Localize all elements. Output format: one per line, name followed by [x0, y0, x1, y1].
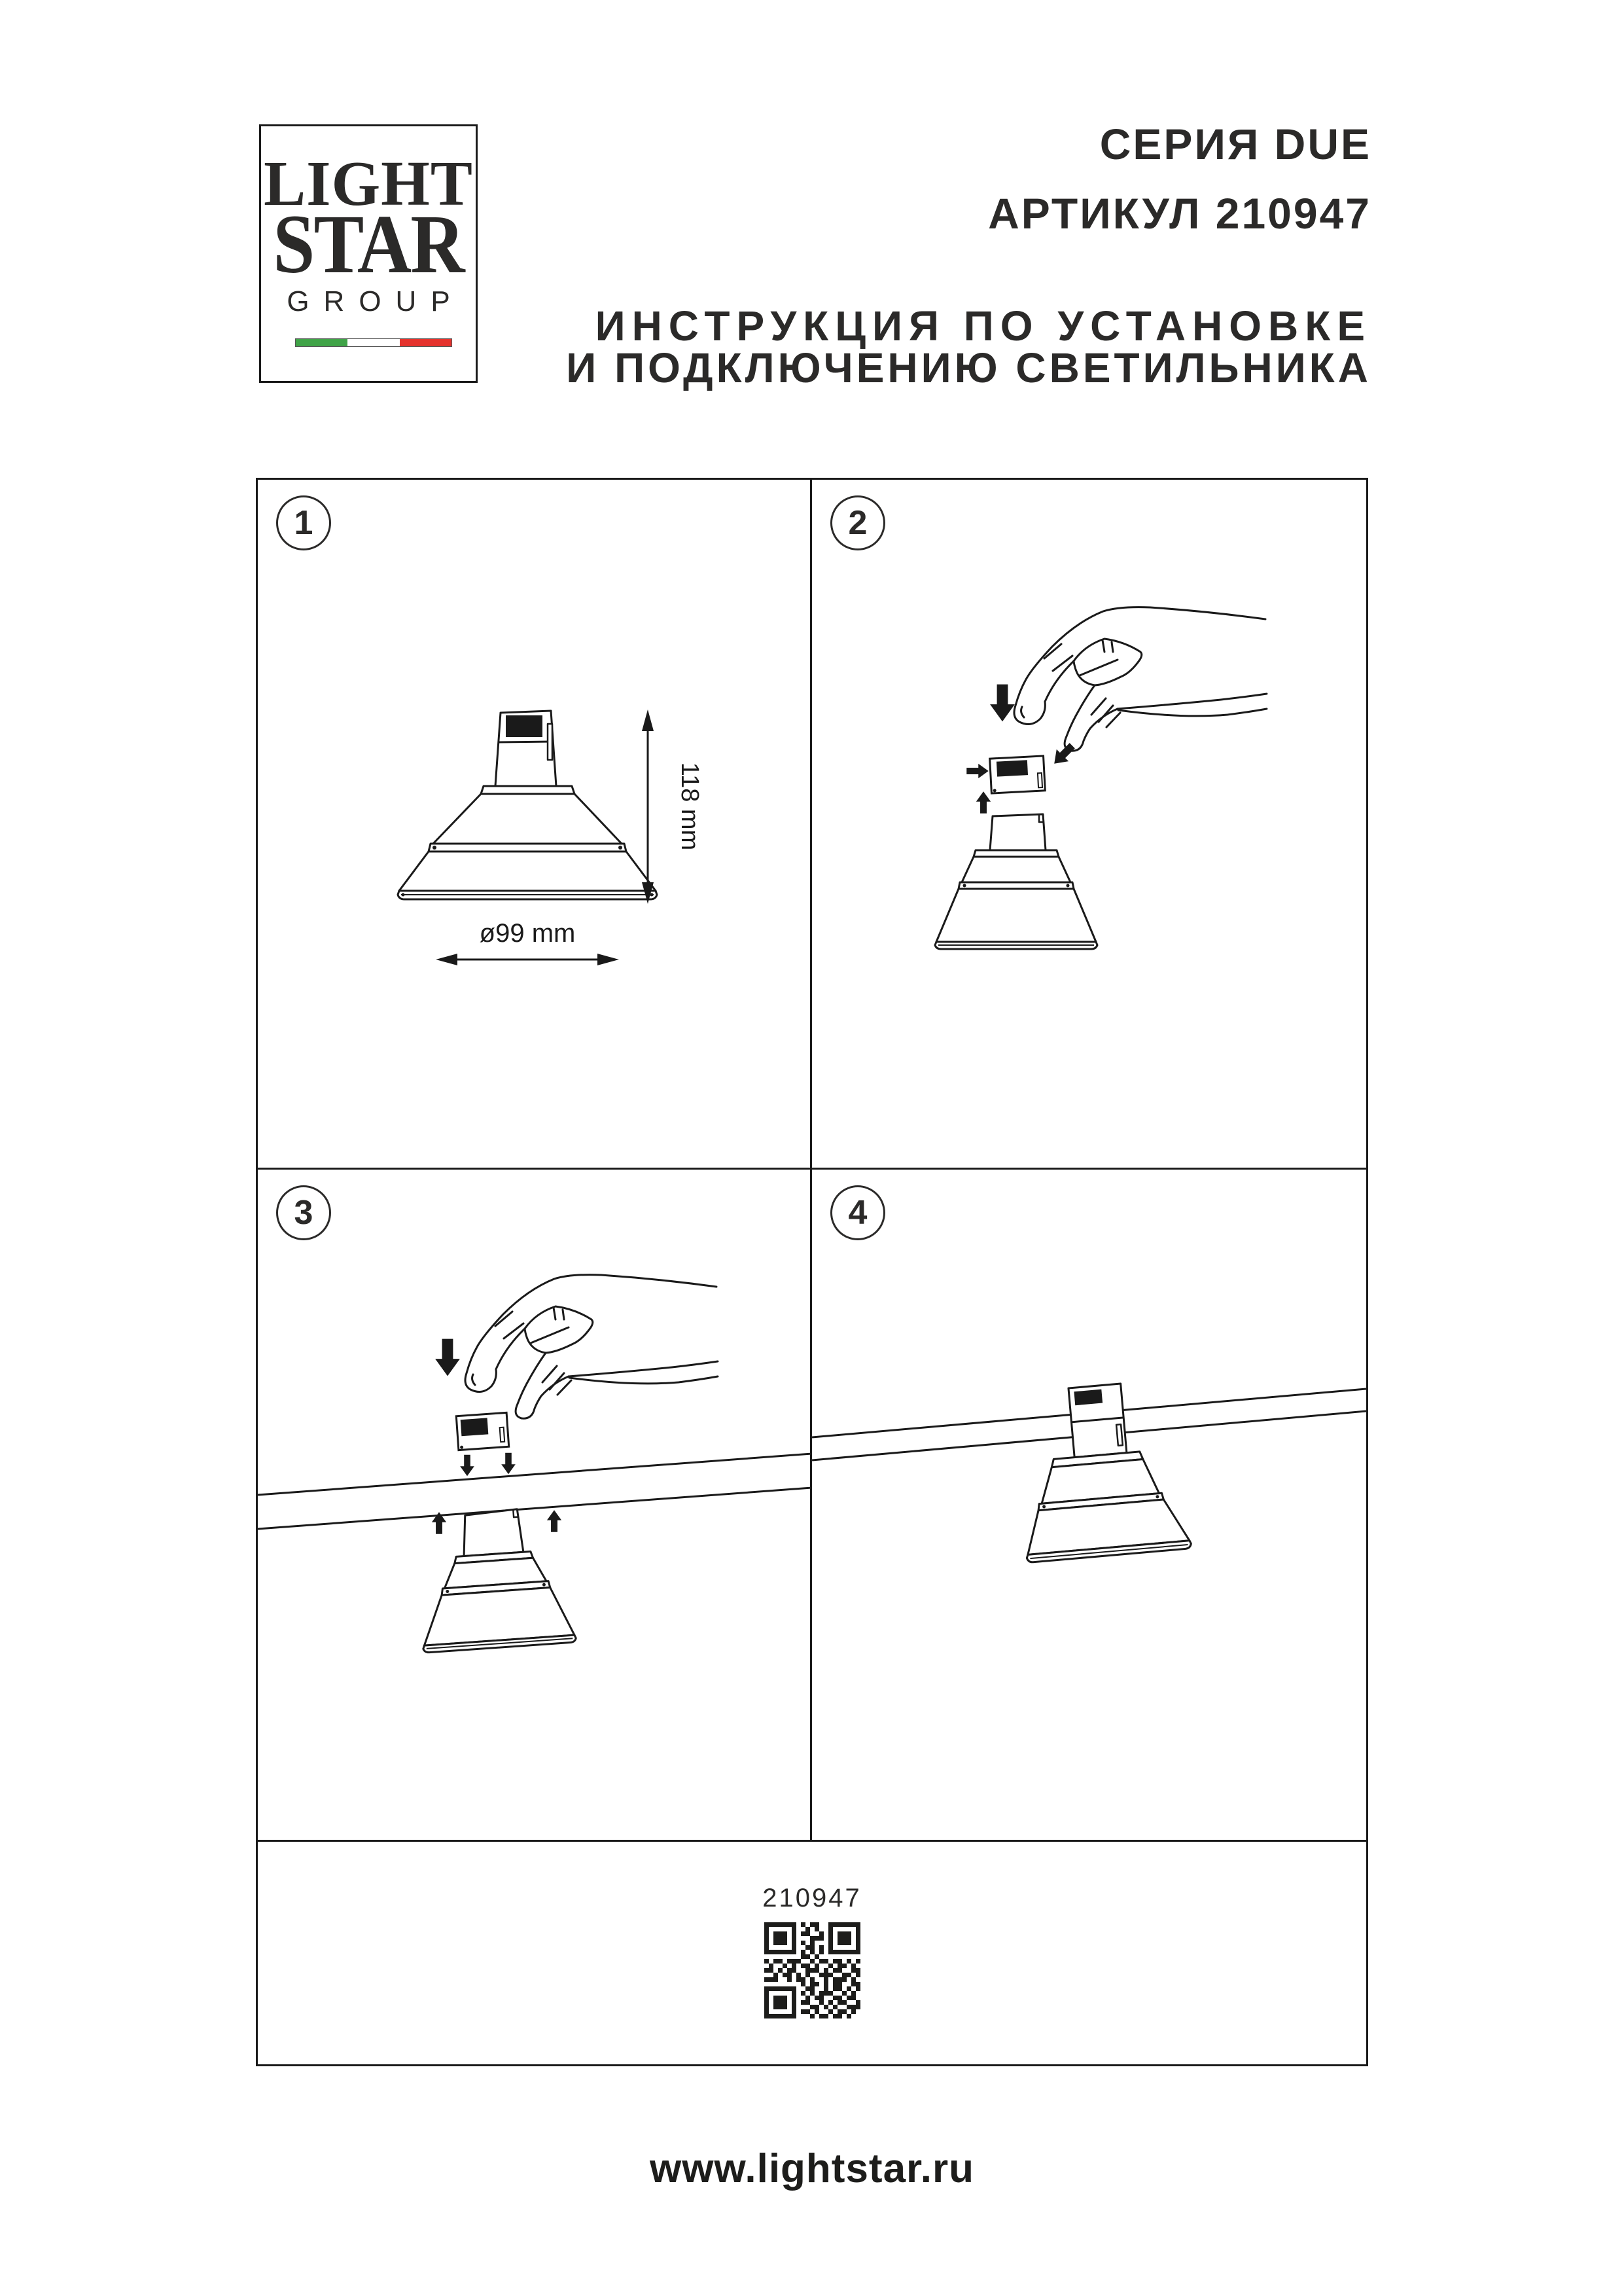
- steps-grid: [256, 478, 1368, 2066]
- instruction-title-line2: И ПОДКЛЮЧЕНИЮ СВЕТИЛЬНИКА: [566, 344, 1371, 391]
- qr-code: [764, 1922, 860, 2018]
- dimension-height-label: 118 mm: [676, 762, 703, 851]
- step-panel-4: [812, 1170, 1366, 1842]
- instruction-title-line1: ИНСТРУКЦИЯ ПО УСТАНОВКЕ: [595, 302, 1371, 350]
- step-number-badge: 2: [830, 495, 885, 550]
- article-title: АРТИКУЛ 210947: [988, 189, 1371, 238]
- press-down-arrow-icon: [990, 685, 1015, 722]
- hand-icon: [465, 1275, 718, 1419]
- hand-icon: [1014, 607, 1267, 751]
- italian-flag-bar: [295, 338, 452, 347]
- flag-green-segment: [296, 339, 347, 346]
- step-number-badge: 1: [276, 495, 331, 550]
- step-number-badge: 3: [276, 1185, 331, 1240]
- step3-mount-to-track-drawing: [258, 1170, 812, 1842]
- website-url: www.lightstar.ru: [650, 2146, 974, 2191]
- logo-word-light: LIGHT: [264, 149, 473, 219]
- logo-word-group: GROUP: [287, 285, 465, 317]
- press-down-arrow-icon: [435, 1339, 460, 1376]
- series-title: СЕРИЯ DUE: [1099, 120, 1371, 168]
- article-number: 210947: [762, 1884, 862, 1912]
- article-qr-panel: [258, 1842, 1366, 2064]
- lightstar-logo: [259, 124, 478, 383]
- step-number-badge: 4: [830, 1185, 885, 1240]
- header: [566, 120, 1371, 391]
- logo-word-star: STAR: [273, 198, 464, 291]
- insert-down-arrow-icon: [501, 1453, 516, 1474]
- push-up-arrow-icon: [976, 791, 991, 813]
- insert-down-arrow-icon: [460, 1455, 474, 1476]
- flag-red-segment: [400, 339, 451, 346]
- step-panel-1: [258, 480, 812, 1170]
- flag-white-segment: [347, 339, 399, 346]
- step-panel-3: [258, 1170, 812, 1842]
- step4-installed-lamp-drawing: [812, 1170, 1366, 1842]
- step-panel-2: [812, 480, 1366, 1170]
- track-adapter-icon: [456, 1412, 508, 1450]
- push-down-left-arrow-icon: [1048, 740, 1078, 770]
- lift-up-arrow-icon: [547, 1510, 561, 1532]
- push-right-arrow-icon: [966, 764, 988, 778]
- track-adapter-icon: [990, 756, 1046, 793]
- track-icon: [258, 1454, 812, 1529]
- step1-lamp-dimensions-drawing: [258, 480, 812, 1170]
- step2-adapter-removal-drawing: [812, 480, 1366, 1170]
- dimension-diameter-label: ø99 mm: [479, 919, 576, 948]
- lamp-body-icon: [935, 814, 1097, 949]
